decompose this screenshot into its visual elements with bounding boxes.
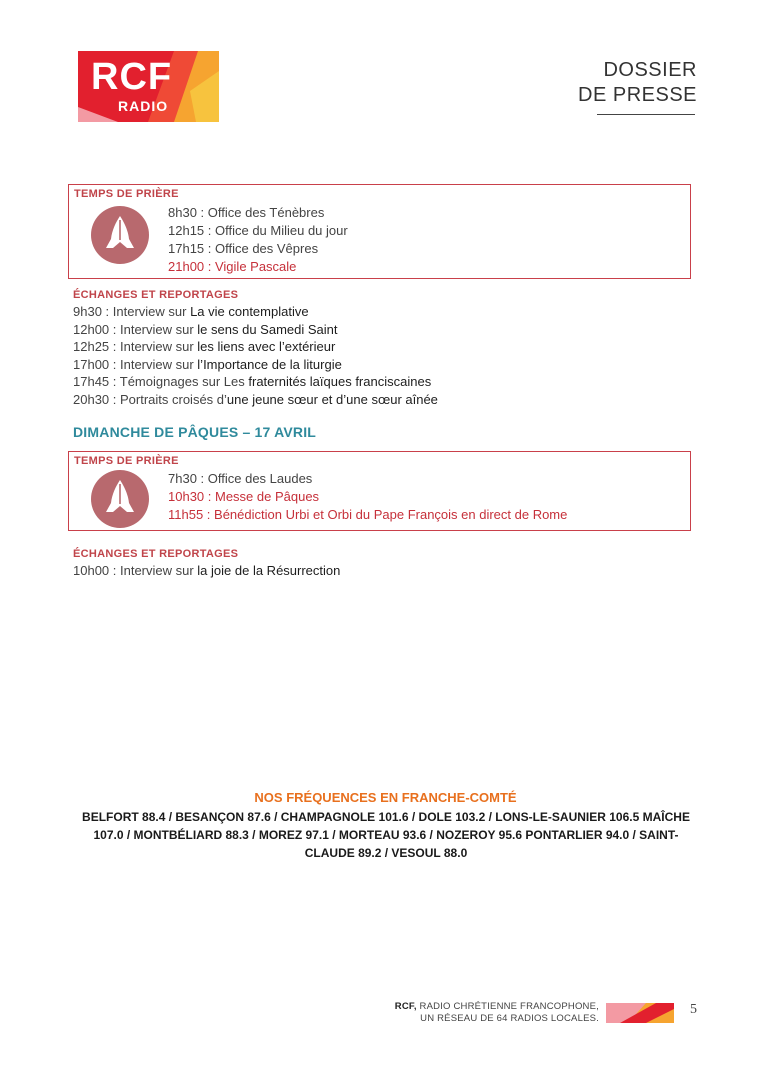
- prayer-time-item: 8h30 : Office des Ténèbres: [168, 205, 325, 220]
- prayer-time-item-highlight: 21h00 : Vigile Pascale: [168, 259, 297, 274]
- prayer-time-item: 17h15 : Office des Vêpres: [168, 241, 319, 256]
- frequencies-list: [75, 808, 697, 862]
- praying-hands-icon: [91, 470, 149, 528]
- exchange-item: 12h25 : Interview sur les liens avec l’extérieur: [73, 339, 336, 354]
- exchange-item: 17h00 : Interview sur l’Importance de la liturgie: [73, 356, 342, 372]
- exchanges-list: [73, 562, 340, 580]
- page-number: 5: [690, 1002, 697, 1017]
- exchanges-list: [73, 303, 438, 408]
- document-title: [578, 58, 697, 108]
- prayer-time-item-highlight: 11h55 : Bénédiction Urbi et Orbi du Pape François en direct de Rome: [168, 507, 568, 522]
- footer-tagline: [395, 1001, 599, 1025]
- prayer-times-box: [68, 184, 691, 279]
- title-underline: [597, 114, 695, 115]
- document-title-line2: DE PRESSE: [578, 84, 697, 106]
- prayer-times-list: [168, 470, 567, 524]
- prayer-times-title: TEMPS DE PRIÈRE: [74, 455, 179, 467]
- prayer-time-item: 7h30 : Office des Laudes: [168, 471, 313, 486]
- prayer-time-item: 12h15 : Office du Milieu du jour: [168, 223, 348, 238]
- exchange-item: 10h00 : Interview sur la joie de la Résurrection: [73, 563, 341, 578]
- document-title-line1: DOSSIER: [603, 59, 697, 81]
- day-heading: DIMANCHE DE PÂQUES – 17 AVRIL: [73, 424, 317, 440]
- exchange-item: 12h00 : Interview sur le sens du Samedi Saint: [73, 321, 338, 337]
- praying-hands-icon: [91, 206, 149, 264]
- exchanges-title: ÉCHANGES ET REPORTAGES: [73, 289, 239, 301]
- exchange-item: 17h45 : Témoignages sur Les fraternités laïques franciscaines: [73, 374, 432, 389]
- prayer-time-item-highlight: 10h30 : Messe de Pâques: [168, 489, 320, 504]
- frequencies-line: 107.0 / MONTBÉLIARD 88.3 / MOREZ 97.1 / MORTEAU 93.6 / NOZEROY 95.6 PONTARLIER 94.0 / SAINT-: [93, 828, 679, 842]
- footer-brand-band: [606, 1003, 674, 1023]
- logo-subtitle: RADIO: [118, 98, 169, 114]
- frequencies-line: BELFORT 88.4 / BESANÇON 87.6 / CHAMPAGNOLE 101.6 / DOLE 103.2 / LONS-LE-SAUNIER 106.5 MAÎCHE: [82, 810, 690, 824]
- exchange-item: 20h30 : Portraits croisés d’une jeune sœur et d’une sœur aînée: [73, 391, 438, 407]
- footer-line1: RCF, RADIO CHRÉTIENNE FRANCOPHONE,: [394, 1001, 599, 1012]
- logo-wordmark: RCF: [91, 56, 173, 98]
- exchange-item: 9h30 : Interview sur La vie contemplative: [73, 304, 309, 319]
- exchanges-title: ÉCHANGES ET REPORTAGES: [73, 548, 239, 560]
- frequencies-line: CLAUDE 89.2 / VESOUL 88.0: [304, 846, 468, 860]
- prayer-times-list: [168, 204, 348, 276]
- frequencies-title: NOS FRÉQUENCES EN FRANCHE-COMTÉ: [254, 790, 517, 805]
- rcf-logo: [78, 51, 219, 122]
- footer-line2: UN RÉSEAU DE 64 RADIOS LOCALES.: [420, 1013, 599, 1024]
- prayer-times-title: TEMPS DE PRIÈRE: [74, 188, 179, 200]
- prayer-times-box: [68, 451, 691, 531]
